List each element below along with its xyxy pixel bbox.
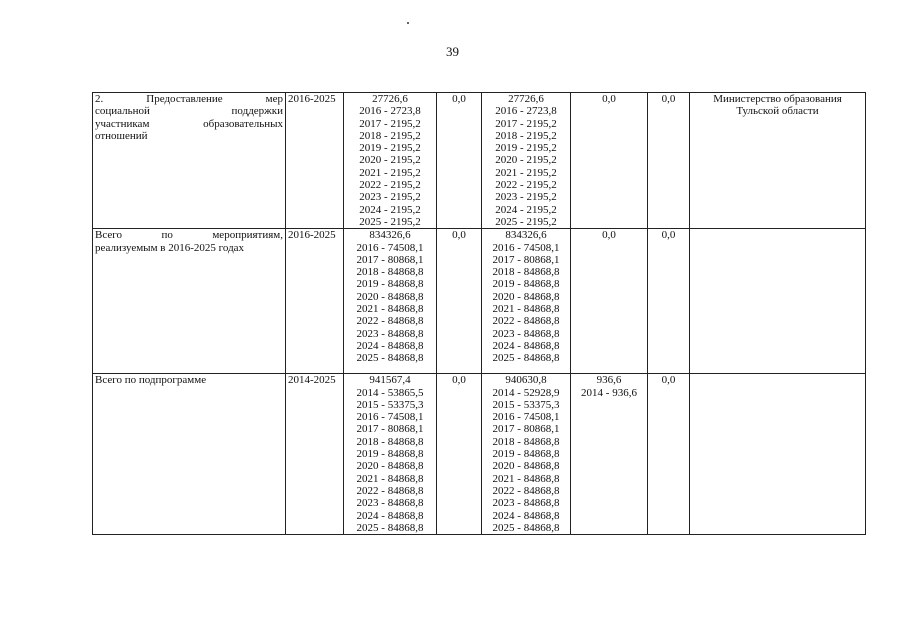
regional-funding-line: 2021 - 2195,2	[495, 166, 557, 179]
regional-funding-line: 2020 - 84868,8	[492, 290, 560, 303]
regional-funding-line: 2020 - 84868,8	[492, 460, 560, 473]
total-funding-line: 2025 - 84868,8	[356, 352, 424, 365]
regional-funding-line: 2014 - 52928,9	[492, 386, 560, 399]
period-text: 2016-2025	[288, 229, 336, 242]
measure-name-line: участникам образовательных	[95, 117, 283, 130]
regional-funding-line: 2022 - 2195,2	[495, 179, 557, 192]
total-funding-line: 2017 - 80868,1	[356, 423, 424, 436]
total-funding-line: 2025 - 2195,2	[359, 215, 421, 228]
period-cell	[286, 374, 344, 535]
table-row-measure-2	[93, 93, 866, 229]
municipal-funding-cell	[571, 93, 648, 229]
regional-funding-line: 2017 - 80868,1	[492, 253, 560, 266]
total-funding-line: 2022 - 84868,8	[356, 484, 424, 497]
scan-speck	[407, 22, 409, 24]
regional-funding-line: 2016 - 74508,1	[492, 411, 560, 424]
extrabudget-funding-text: 0,0	[661, 93, 676, 105]
regional-funding-line: 2018 - 2195,2	[495, 129, 557, 142]
regional-funding-line: 2025 - 2195,2	[495, 215, 557, 228]
municipal-funding-cell	[571, 229, 648, 374]
total-funding-line: 834326,6	[369, 229, 411, 242]
total-funding-line: 2024 - 2195,2	[359, 203, 421, 216]
total-funding-line: 2018 - 2195,2	[359, 129, 421, 142]
extrabudget-funding-cell	[648, 93, 690, 229]
total-funding-cell	[344, 93, 437, 229]
measure-name-cell	[93, 374, 286, 535]
total-funding-cell	[344, 229, 437, 374]
regional-funding-cell	[482, 374, 571, 535]
regional-funding-line: 2025 - 84868,8	[492, 352, 560, 365]
total-funding-line: 2022 - 2195,2	[359, 179, 421, 192]
total-funding-line: 2024 - 84868,8	[356, 339, 424, 352]
total-funding-line: 2021 - 2195,2	[359, 166, 421, 179]
federal-funding-cell	[437, 374, 482, 535]
total-funding-line: 2022 - 84868,8	[356, 315, 424, 328]
regional-funding-line: 2015 - 53375,3	[492, 398, 560, 411]
regional-funding-line: 2019 - 2195,2	[495, 142, 557, 155]
regional-funding-cell	[482, 229, 571, 374]
regional-funding-line: 2022 - 84868,8	[492, 484, 560, 497]
municipal-funding-line: 0,0	[602, 229, 616, 242]
municipal-funding-line: 0,0	[602, 93, 616, 105]
subprogram-budget-table	[92, 92, 866, 535]
measure-name-line: реализуемым в 2016-2025 годах	[95, 241, 245, 254]
regional-funding-line: 2024 - 84868,8	[492, 339, 560, 352]
total-funding-line: 941567,4	[369, 374, 411, 387]
total-funding-line: 2025 - 84868,8	[356, 521, 424, 534]
total-funding-line: 2017 - 2195,2	[359, 117, 421, 130]
total-funding-cell	[344, 374, 437, 535]
regional-funding-line: 2018 - 84868,8	[492, 435, 560, 448]
regional-funding-cell	[482, 93, 571, 229]
regional-funding-line: 27726,6	[508, 93, 544, 105]
executor-cell	[690, 229, 866, 374]
total-funding-line: 2018 - 84868,8	[356, 435, 424, 448]
regional-funding-line: 2023 - 2195,2	[495, 191, 557, 204]
total-funding-line: 2020 - 2195,2	[359, 154, 421, 167]
total-funding-line: 2019 - 2195,2	[359, 142, 421, 155]
regional-funding-line: 2019 - 84868,8	[492, 278, 560, 291]
municipal-funding-line: 936,6	[596, 374, 622, 387]
period-text: 2014-2025	[288, 374, 336, 387]
regional-funding-line: 2016 - 2723,8	[495, 105, 557, 118]
measure-name-cell	[93, 229, 286, 374]
regional-funding-line: 2025 - 84868,8	[492, 521, 560, 534]
total-funding-line: 2019 - 84868,8	[356, 278, 424, 291]
federal-funding-text: 0,0	[452, 374, 466, 387]
total-funding-line: 2020 - 84868,8	[356, 460, 424, 473]
federal-funding-text: 0,0	[452, 229, 466, 242]
total-funding-line: 2016 - 74508,1	[356, 411, 424, 424]
extrabudget-funding-text: 0,0	[661, 374, 676, 387]
total-funding-line: 2019 - 84868,8	[356, 448, 424, 461]
total-funding-line: 2021 - 84868,8	[356, 303, 424, 316]
page-number: 39	[446, 44, 459, 59]
federal-funding-cell	[437, 93, 482, 229]
total-funding-line: 2023 - 2195,2	[359, 191, 421, 204]
measure-name-line: социальной поддержки	[95, 105, 283, 118]
executor-line: Министерство образования	[713, 93, 842, 105]
regional-funding-line: 2021 - 84868,8	[492, 472, 560, 485]
period-cell	[286, 93, 344, 229]
total-funding-line: 27726,6	[372, 93, 408, 105]
measure-name-cell	[93, 93, 286, 229]
regional-funding-line: 2020 - 2195,2	[495, 154, 557, 167]
regional-funding-line: 2016 - 74508,1	[492, 241, 560, 254]
total-funding-line: 2017 - 80868,1	[356, 253, 424, 266]
federal-funding-text: 0,0	[452, 93, 466, 105]
regional-funding-line: 2017 - 80868,1	[492, 423, 560, 436]
period-cell	[286, 229, 344, 374]
total-funding-line: 2024 - 84868,8	[356, 509, 424, 522]
total-funding-line: 2023 - 84868,8	[356, 327, 424, 340]
total-funding-line: 2021 - 84868,8	[356, 472, 424, 485]
regional-funding-line: 834326,6	[505, 229, 547, 242]
total-funding-line: 2018 - 84868,8	[356, 266, 424, 279]
measure-name-line: отношений	[95, 129, 148, 142]
regional-funding-line: 2024 - 2195,2	[495, 203, 557, 216]
measure-name-line: Всего по подпрограмме	[95, 374, 207, 387]
executor-line: Тульской области	[736, 105, 819, 118]
extrabudget-funding-cell	[648, 374, 690, 535]
table-row-total-subprogram	[93, 374, 866, 535]
municipal-funding-line: 2014 - 936,6	[581, 386, 637, 399]
extrabudget-funding-cell	[648, 229, 690, 374]
total-funding-line: 2016 - 74508,1	[356, 241, 424, 254]
regional-funding-line: 2021 - 84868,8	[492, 303, 560, 316]
extrabudget-funding-text: 0,0	[661, 229, 676, 242]
regional-funding-line: 2019 - 84868,8	[492, 448, 560, 461]
total-funding-line: 2020 - 84868,8	[356, 290, 424, 303]
regional-funding-line: 2024 - 84868,8	[492, 509, 560, 522]
regional-funding-line: 2017 - 2195,2	[495, 117, 557, 130]
municipal-funding-cell	[571, 374, 648, 535]
federal-funding-cell	[437, 229, 482, 374]
executor-cell	[690, 93, 866, 229]
executor-cell	[690, 374, 866, 535]
regional-funding-line: 2023 - 84868,8	[492, 497, 560, 510]
regional-funding-line: 940630,8	[505, 374, 547, 387]
total-funding-line: 2014 - 53865,5	[356, 386, 424, 399]
total-funding-line: 2015 - 53375,3	[356, 398, 424, 411]
measure-name-line: Всего по мероприятиям,	[95, 229, 283, 242]
measure-name-line: 2. Предоставление мер	[95, 93, 283, 105]
regional-funding-line: 2023 - 84868,8	[492, 327, 560, 340]
table-row-total-measures	[93, 229, 866, 374]
total-funding-line: 2023 - 84868,8	[356, 497, 424, 510]
total-funding-line: 2016 - 2723,8	[359, 105, 421, 118]
regional-funding-line: 2022 - 84868,8	[492, 315, 560, 328]
regional-funding-line: 2018 - 84868,8	[492, 266, 560, 279]
period-text: 2016-2025	[288, 93, 336, 105]
